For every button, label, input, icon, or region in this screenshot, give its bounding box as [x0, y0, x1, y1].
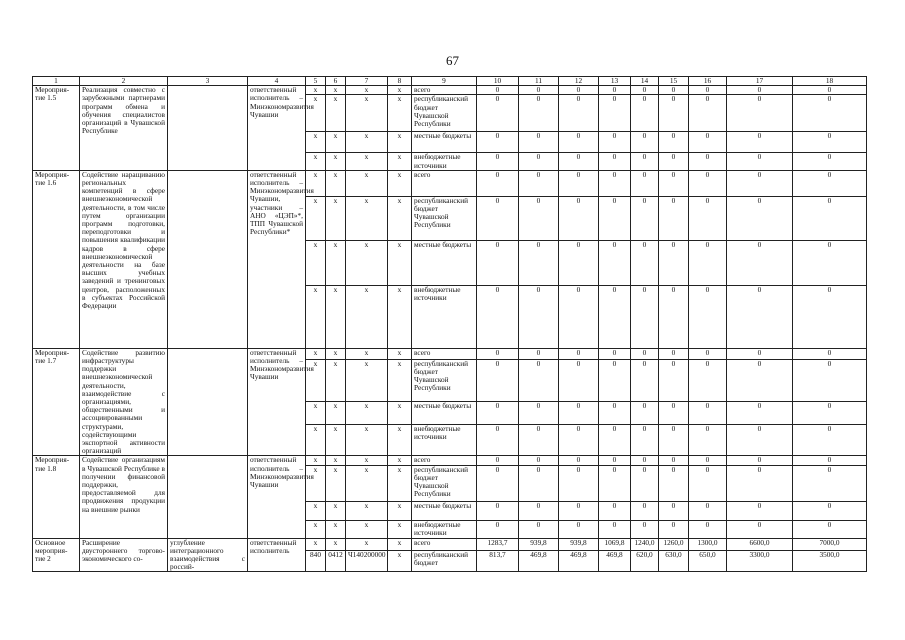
year-value: 0: [659, 359, 689, 401]
year-value: 0: [519, 285, 559, 348]
year-value: 6600,0: [727, 538, 793, 550]
expense-type-code: x: [388, 456, 412, 465]
section-code: x: [326, 240, 346, 285]
column-number-9: 9: [412, 77, 477, 86]
activity-code: Мероприя-тие 1.7: [33, 348, 80, 456]
year-value: 0: [793, 196, 867, 240]
year-value: 0: [727, 95, 793, 132]
expense-type-code: x: [388, 95, 412, 132]
funding-source: внебюджетные источники: [412, 424, 477, 456]
section-code: x: [326, 196, 346, 240]
expense-type-code: x: [388, 520, 412, 538]
year-value: 0: [659, 424, 689, 456]
year-value: 939,8: [519, 538, 559, 550]
year-value: 0: [599, 240, 631, 285]
year-value: 0: [793, 359, 867, 401]
year-value: 0: [559, 520, 599, 538]
year-value: 0: [631, 153, 659, 170]
year-value: 0: [689, 501, 727, 520]
year-value: 0: [631, 240, 659, 285]
year-value: 0: [631, 402, 659, 424]
target-article-code: x: [346, 196, 388, 240]
year-value: 0: [559, 196, 599, 240]
activity-title: Содействие наращиванию региональных компетенций в сфере внешнеэкономической деятельности, в том числе путем организации программ подготовки, переподготовки и повышения квалификации кадров в сфере внешнеэкономической деятельности на базе высших учебных заведений и тренинговых центров, расположенных в субъектах Российской Федерации: [80, 170, 168, 348]
year-value: 0: [559, 359, 599, 401]
grbs-code: x: [306, 424, 326, 456]
year-value: 469,8: [559, 550, 599, 571]
section-code: x: [326, 359, 346, 401]
funding-source: местные бюджеты: [412, 402, 477, 424]
grbs-code: x: [306, 240, 326, 285]
year-value: 0: [689, 95, 727, 132]
year-value: 0: [689, 465, 727, 501]
year-value: 0: [659, 285, 689, 348]
year-value: 0: [599, 424, 631, 456]
target-article-code: x: [346, 538, 388, 550]
year-value: 0: [599, 95, 631, 132]
expense-type-code: x: [388, 348, 412, 359]
year-value: 0: [559, 170, 599, 196]
grbs-code: x: [306, 456, 326, 465]
year-value: 1069,8: [599, 538, 631, 550]
year-value: 0: [793, 153, 867, 170]
funding-source: внебюджетные источники: [412, 153, 477, 170]
activity-goal: [168, 348, 248, 456]
activity-goal: углубление интеграционного взаимодействия с россий-: [168, 538, 248, 572]
section-code: x: [326, 95, 346, 132]
expense-type-code: x: [388, 153, 412, 170]
year-value: 0: [727, 86, 793, 95]
year-value: 650,0: [689, 550, 727, 571]
activity-executor: ответственный исполнитель – Минэкономразвития Чувашии, участники – АНО «ЦЭП»*, ТПП Чувашской Республики*: [248, 170, 306, 348]
expense-type-code: x: [388, 285, 412, 348]
section-code: x: [326, 538, 346, 550]
year-value: 1240,0: [631, 538, 659, 550]
grbs-code: x: [306, 170, 326, 196]
year-value: 0: [793, 285, 867, 348]
year-value: 0: [727, 196, 793, 240]
year-value: 0: [689, 359, 727, 401]
funding-source: республиканский бюджет Чувашской Республики: [412, 95, 477, 132]
year-value: 0: [727, 359, 793, 401]
section-code: x: [326, 170, 346, 196]
year-value: 0: [519, 132, 559, 153]
year-value: 1283,7: [477, 538, 519, 550]
year-value: 0: [659, 348, 689, 359]
year-value: 0: [599, 285, 631, 348]
target-article-code: x: [346, 501, 388, 520]
year-value: 0: [519, 520, 559, 538]
year-value: 0: [659, 456, 689, 465]
year-value: 0: [519, 424, 559, 456]
section-code: x: [326, 456, 346, 465]
year-value: 0: [727, 348, 793, 359]
column-number-14: 14: [631, 77, 659, 86]
expense-type-code: x: [388, 501, 412, 520]
column-number-6: 6: [326, 77, 346, 86]
year-value: 0: [793, 424, 867, 456]
section-code: x: [326, 501, 346, 520]
activity-title: Содействие организациям в Чувашской Республике в получении финансовой поддержки, предоставляемой для продвижения продукции на внешние рынки: [80, 456, 168, 538]
year-value: 0: [659, 196, 689, 240]
year-value: 0: [659, 240, 689, 285]
year-value: 0: [599, 132, 631, 153]
target-article-code: x: [346, 240, 388, 285]
funding-source: всего: [412, 170, 477, 196]
year-value: 0: [631, 285, 659, 348]
activity-code: Мероприя-тие 1.8: [33, 456, 80, 538]
year-value: 0: [519, 86, 559, 95]
year-value: 0: [689, 240, 727, 285]
year-value: 939,8: [559, 538, 599, 550]
year-value: 0: [599, 402, 631, 424]
activity-executor: ответственный исполнитель: [248, 538, 306, 572]
grbs-code: x: [306, 95, 326, 132]
section-code: x: [326, 520, 346, 538]
section-code: x: [326, 402, 346, 424]
grbs-code: x: [306, 132, 326, 153]
year-value: 0: [727, 520, 793, 538]
year-value: 0: [689, 348, 727, 359]
column-number-1: 1: [33, 77, 80, 86]
funding-source: республиканский бюджет: [412, 550, 477, 571]
section-code: x: [326, 424, 346, 456]
year-value: 0: [659, 132, 689, 153]
activity-code: Основное мероприя-тие 2: [33, 538, 80, 572]
year-value: 0: [689, 402, 727, 424]
year-value: 0: [599, 465, 631, 501]
year-value: 3300,0: [727, 550, 793, 571]
year-value: 0: [519, 153, 559, 170]
expense-type-code: x: [388, 196, 412, 240]
activity-title: Реализация совместно с зарубежными партнерами программ обмена и обучения специалистов организаций в Чувашской Республике: [80, 86, 168, 171]
section-code: x: [326, 348, 346, 359]
year-value: 0: [599, 86, 631, 95]
year-value: 0: [631, 348, 659, 359]
funding-source: местные бюджеты: [412, 132, 477, 153]
year-value: 0: [559, 132, 599, 153]
year-value: 0: [477, 501, 519, 520]
year-value: 0: [559, 465, 599, 501]
year-value: 0: [727, 240, 793, 285]
year-value: 630,0: [659, 550, 689, 571]
year-value: 0: [477, 456, 519, 465]
column-number-13: 13: [599, 77, 631, 86]
funding-source: всего: [412, 456, 477, 465]
year-value: 1300,0: [689, 538, 727, 550]
expense-type-code: x: [388, 402, 412, 424]
year-value: 0: [599, 348, 631, 359]
year-value: 0: [559, 348, 599, 359]
column-number-15: 15: [659, 77, 689, 86]
year-value: 0: [793, 465, 867, 501]
year-value: 0: [519, 456, 559, 465]
year-value: 0: [477, 520, 519, 538]
funding-source: внебюджетные источники: [412, 285, 477, 348]
year-value: 0: [631, 196, 659, 240]
year-value: 0: [727, 456, 793, 465]
year-value: 0: [599, 520, 631, 538]
year-value: 0: [559, 501, 599, 520]
year-value: 0: [659, 465, 689, 501]
year-value: 0: [519, 240, 559, 285]
year-value: 0: [519, 359, 559, 401]
grbs-code: x: [306, 86, 326, 95]
year-value: 469,8: [519, 550, 559, 571]
target-article-code: x: [346, 348, 388, 359]
year-value: 0: [689, 86, 727, 95]
table-row: [33, 170, 867, 196]
section-code: x: [326, 132, 346, 153]
year-value: 7000,0: [793, 538, 867, 550]
column-number-5: 5: [306, 77, 326, 86]
column-number-12: 12: [559, 77, 599, 86]
section-code: 0412: [326, 550, 346, 571]
activity-code: Мероприя-тие 1.6: [33, 170, 80, 348]
year-value: 0: [631, 465, 659, 501]
year-value: 0: [519, 170, 559, 196]
column-number-4: 4: [248, 77, 306, 86]
year-value: 0: [689, 456, 727, 465]
year-value: 0: [559, 402, 599, 424]
year-value: 813,7: [477, 550, 519, 571]
column-number-7: 7: [346, 77, 388, 86]
grbs-code: x: [306, 196, 326, 240]
column-number-16: 16: [689, 77, 727, 86]
column-number-10: 10: [477, 77, 519, 86]
year-value: 0: [477, 196, 519, 240]
year-value: 0: [689, 196, 727, 240]
year-value: 3500,0: [793, 550, 867, 571]
target-article-code: x: [346, 520, 388, 538]
year-value: 0: [793, 501, 867, 520]
year-value: 0: [689, 153, 727, 170]
year-value: 0: [519, 348, 559, 359]
grbs-code: x: [306, 538, 326, 550]
year-value: 0: [727, 402, 793, 424]
year-value: 0: [599, 170, 631, 196]
year-value: 0: [559, 456, 599, 465]
year-value: 0: [477, 95, 519, 132]
year-value: 0: [519, 501, 559, 520]
target-article-code: x: [346, 170, 388, 196]
year-value: 0: [727, 153, 793, 170]
year-value: 0: [631, 95, 659, 132]
year-value: 0: [631, 132, 659, 153]
year-value: 0: [477, 402, 519, 424]
year-value: 0: [727, 285, 793, 348]
year-value: 0: [477, 285, 519, 348]
year-value: 0: [631, 359, 659, 401]
year-value: 0: [689, 424, 727, 456]
target-article-code: x: [346, 402, 388, 424]
year-value: 0: [519, 95, 559, 132]
activity-goal: [168, 456, 248, 538]
year-value: 0: [559, 153, 599, 170]
year-value: 0: [659, 520, 689, 538]
year-value: 0: [559, 240, 599, 285]
year-value: 0: [659, 501, 689, 520]
target-article-code: x: [346, 456, 388, 465]
target-article-code: x: [346, 153, 388, 170]
year-value: 0: [631, 520, 659, 538]
grbs-code: x: [306, 285, 326, 348]
year-value: 0: [477, 359, 519, 401]
grbs-code: x: [306, 402, 326, 424]
section-code: x: [326, 86, 346, 95]
activity-executor: ответственный исполнитель – Минэкономразвития Чувашии: [248, 86, 306, 171]
year-value: 0: [559, 424, 599, 456]
column-number-11: 11: [519, 77, 559, 86]
funding-source: всего: [412, 538, 477, 550]
activity-goal: [168, 170, 248, 348]
year-value: 0: [631, 170, 659, 196]
year-value: 0: [599, 456, 631, 465]
funding-source: внебюджетные источники: [412, 520, 477, 538]
column-number-2: 2: [80, 77, 168, 86]
target-article-code: x: [346, 132, 388, 153]
year-value: 1260,0: [659, 538, 689, 550]
grbs-code: x: [306, 348, 326, 359]
column-number-17: 17: [727, 77, 793, 86]
funding-source: местные бюджеты: [412, 501, 477, 520]
year-value: 0: [793, 86, 867, 95]
grbs-code: 840: [306, 550, 326, 571]
year-value: 0: [727, 501, 793, 520]
year-value: 0: [689, 520, 727, 538]
year-value: 0: [519, 465, 559, 501]
activity-executor: ответственный исполнитель – Минэкономразвития Чувашии: [248, 348, 306, 456]
year-value: 0: [559, 86, 599, 95]
year-value: 0: [599, 359, 631, 401]
year-value: 0: [477, 240, 519, 285]
target-article-code: x: [346, 465, 388, 501]
expense-type-code: x: [388, 538, 412, 550]
year-value: 0: [793, 132, 867, 153]
funding-source: всего: [412, 86, 477, 95]
year-value: 0: [727, 424, 793, 456]
expense-type-code: x: [388, 170, 412, 196]
target-article-code: x: [346, 424, 388, 456]
year-value: 0: [599, 501, 631, 520]
target-article-code: x: [346, 285, 388, 348]
year-value: 469,8: [599, 550, 631, 571]
target-article-code: x: [346, 95, 388, 132]
year-value: 0: [477, 424, 519, 456]
funding-source: республиканский бюджет Чувашской Республики: [412, 359, 477, 401]
year-value: 0: [727, 170, 793, 196]
year-value: 0: [689, 132, 727, 153]
grbs-code: x: [306, 520, 326, 538]
activity-executor: ответственный исполнитель – Минэкономразвития Чувашии: [248, 456, 306, 538]
section-code: x: [326, 153, 346, 170]
year-value: 0: [793, 170, 867, 196]
year-value: 0: [793, 402, 867, 424]
year-value: 0: [659, 402, 689, 424]
year-value: 0: [659, 86, 689, 95]
expense-type-code: x: [388, 424, 412, 456]
target-article-code: x: [346, 359, 388, 401]
activity-goal: [168, 86, 248, 171]
year-value: 0: [559, 285, 599, 348]
expense-type-code: x: [388, 240, 412, 285]
year-value: 0: [727, 132, 793, 153]
grbs-code: x: [306, 153, 326, 170]
year-value: 0: [659, 170, 689, 196]
target-article-code: Ч140200000: [346, 550, 388, 571]
year-value: 0: [477, 465, 519, 501]
grbs-code: x: [306, 465, 326, 501]
year-value: 0: [477, 153, 519, 170]
budget-table: [32, 76, 867, 572]
year-value: 0: [659, 153, 689, 170]
funding-source: местные бюджеты: [412, 240, 477, 285]
year-value: 0: [477, 348, 519, 359]
activity-title: Расширение двустороннего торгово-экономического со-: [80, 538, 168, 572]
activity-code: Мероприя-тие 1.5: [33, 86, 80, 171]
year-value: 0: [689, 285, 727, 348]
expense-type-code: x: [388, 359, 412, 401]
column-number-8: 8: [388, 77, 412, 86]
year-value: 0: [631, 501, 659, 520]
section-code: x: [326, 285, 346, 348]
table-row: [33, 538, 867, 550]
expense-type-code: x: [388, 465, 412, 501]
year-value: 0: [793, 240, 867, 285]
year-value: 0: [689, 170, 727, 196]
year-value: 0: [631, 424, 659, 456]
year-value: 0: [793, 95, 867, 132]
year-value: 0: [727, 465, 793, 501]
year-value: 0: [599, 196, 631, 240]
expense-type-code: x: [388, 550, 412, 571]
table-row: [33, 456, 867, 465]
column-number-18: 18: [793, 77, 867, 86]
year-value: 0: [793, 520, 867, 538]
year-value: 0: [477, 170, 519, 196]
funding-source: республиканский бюджет Чувашской Республики: [412, 196, 477, 240]
funding-source: всего: [412, 348, 477, 359]
year-value: 0: [793, 348, 867, 359]
year-value: 0: [559, 95, 599, 132]
year-value: 0: [519, 402, 559, 424]
page-number: 67: [446, 53, 459, 68]
expense-type-code: x: [388, 132, 412, 153]
year-value: 0: [659, 95, 689, 132]
section-code: x: [326, 465, 346, 501]
activity-title: Содействие развитию инфраструктуры поддержки внешнеэкономической деятельности, взаимодействие с организациями, общественными и ассоциированными структурами, содействующими экспортной активности организаций: [80, 348, 168, 456]
grbs-code: x: [306, 359, 326, 401]
year-value: 0: [631, 456, 659, 465]
year-value: 620,0: [631, 550, 659, 571]
year-value: 0: [793, 456, 867, 465]
target-article-code: x: [346, 86, 388, 95]
funding-source: республиканский бюджет Чувашской Республики: [412, 465, 477, 501]
expense-type-code: x: [388, 86, 412, 95]
year-value: 0: [631, 86, 659, 95]
year-value: 0: [477, 86, 519, 95]
year-value: 0: [599, 153, 631, 170]
table-row: [33, 348, 867, 359]
year-value: 0: [519, 196, 559, 240]
column-number-3: 3: [168, 77, 248, 86]
year-value: 0: [477, 132, 519, 153]
grbs-code: x: [306, 501, 326, 520]
